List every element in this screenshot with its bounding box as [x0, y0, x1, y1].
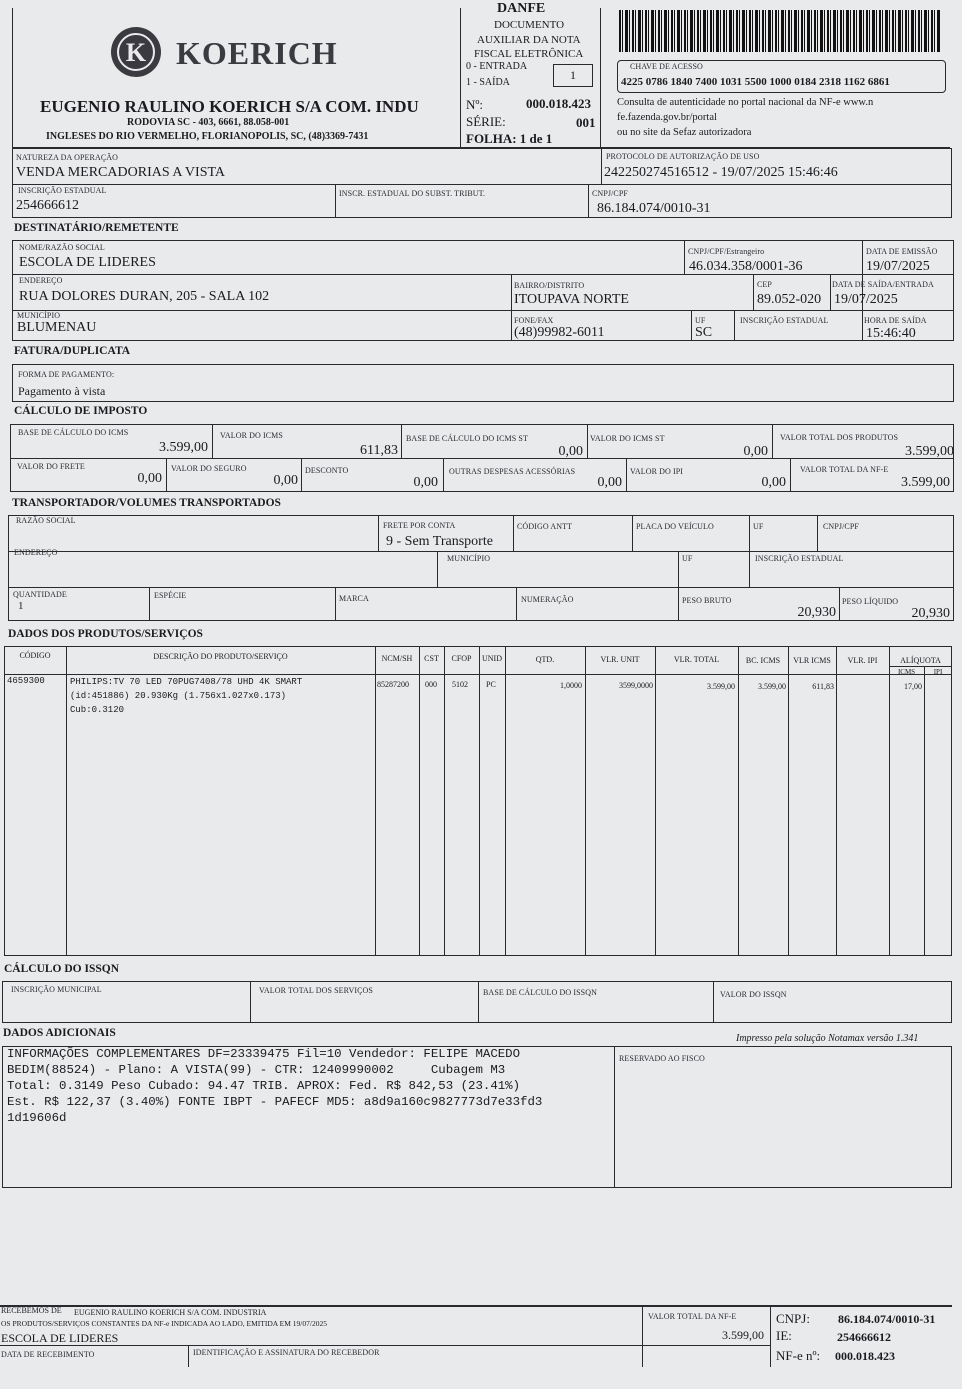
item-cfop: 5102: [452, 680, 468, 689]
divider: [738, 646, 739, 956]
col-vtotal: VLR. TOTAL: [673, 655, 720, 664]
dest-ie-label: INSCRIÇÃO ESTADUAL: [740, 316, 829, 325]
saida-label: DATA DE SAÍDA/ENTRADA: [832, 280, 934, 289]
divider: [301, 458, 302, 492]
divider: [166, 458, 167, 492]
divider: [401, 424, 402, 458]
divider: [626, 458, 627, 492]
bairro-value: ITOUPAVA NORTE: [514, 292, 629, 307]
danfe-sub-2: AUXILIAR DA NOTA: [477, 34, 581, 46]
col-aliq-icms: ICMS: [897, 668, 916, 676]
nome-value: ESCOLA DE LIDERES: [19, 255, 156, 270]
danfe-sub-1: DOCUMENTO: [494, 19, 565, 31]
item-unid: PC: [486, 680, 496, 689]
canhoto-vtotal-label: VALOR TOTAL DA NF-E: [648, 1312, 737, 1321]
cep-label: CEP: [757, 280, 772, 289]
canhoto-vtotal: 3.599,00: [722, 1328, 764, 1342]
issqn-section-title: CÁLCULO DO ISSQN: [4, 963, 120, 975]
operacao-frame: [12, 148, 952, 218]
divider: [862, 240, 863, 341]
uf-label: UF: [695, 316, 706, 325]
item-ncm: 85287200: [377, 680, 409, 689]
company-logo: [108, 26, 378, 80]
divider: [443, 458, 444, 492]
info-line-5: 1d19606d: [7, 1111, 67, 1125]
divider: [924, 666, 925, 956]
canhoto-ie: 254666612: [837, 1330, 891, 1344]
antt-label: CÓDIGO ANTT: [517, 522, 573, 531]
ie-label: INSCRIÇÃO ESTADUAL: [18, 186, 107, 195]
dest-cnpj-value: 46.034.358/0001-36: [689, 259, 803, 274]
destinatario-section-title: DESTINATÁRIO/REMETENTE: [14, 222, 179, 234]
endereco-label: ENDEREÇO: [19, 276, 63, 285]
col-cst: CST: [424, 654, 439, 663]
entrada-label: 0 - ENTRADA: [466, 61, 528, 72]
frete-conta-value: 9 - Sem Transporte: [386, 534, 493, 549]
divider: [632, 515, 633, 551]
item-bcicms: 3.599,00: [758, 682, 786, 691]
divider: [335, 587, 336, 621]
qtd-volumes-value: 1: [18, 600, 24, 612]
natureza-value: VENDA MERCADORIAS A VISTA: [16, 165, 226, 180]
divider: [12, 274, 954, 275]
ipi-value: 0,00: [761, 475, 786, 490]
divider: [335, 184, 336, 218]
hora-label: HORA DE SAÍDA: [864, 316, 927, 325]
col-vunit: VLR. UNIT: [600, 655, 640, 664]
transporte-section-title: TRANSPORTADOR/VOLUMES TRANSPORTADOS: [12, 497, 281, 509]
divider: [66, 646, 67, 956]
impresso-por: Impresso pela solução Notamax versão 1.341: [736, 1033, 919, 1044]
divider: [12, 184, 952, 185]
col-unid: UNID: [482, 654, 502, 663]
canhoto-texto: OS PRODUTOS/SERVIÇOS CONSTANTES DA NF-e INDICADA AO LADO, EMITIDA EM 19/07/2025: [1, 1319, 327, 1328]
frete-conta-label: FRETE POR CONTA: [383, 521, 456, 530]
col-vicms: VLR ICMS: [793, 656, 831, 665]
company-name: EUGENIO RAULINO KOERICH S/A COM. INDU: [40, 97, 419, 116]
seguro-label: VALOR DO SEGURO: [171, 464, 247, 473]
divider: [790, 458, 791, 492]
fone-label: FONE/FAX: [514, 316, 554, 325]
divider: [684, 240, 685, 274]
ipi-label: VALOR DO IPI: [630, 467, 684, 476]
numero: 000.018.423: [526, 96, 591, 111]
v-nf-label: VALOR TOTAL DA NF-E: [800, 465, 889, 474]
recebemos-label: RECEBEMOS DE: [1, 1306, 62, 1315]
uf-value: SC: [695, 325, 713, 340]
protocolo-label: PROTOCOLO DE AUTORIZAÇÃO DE USO: [606, 152, 760, 161]
ie-st-label: INSCR. ESTADUAL DO SUBST. TRIBUT.: [339, 189, 486, 198]
divider: [0, 1305, 952, 1307]
fone-value: (48)99982-6011: [514, 325, 605, 340]
transp-cnpj-label: CNPJ/CPF: [823, 522, 859, 531]
municipio-label: MUNICÍPIO: [17, 311, 61, 320]
bc-icms-label: BASE DE CÁLCULO DO ICMS: [18, 428, 129, 437]
col-qtd: QTD.: [535, 655, 555, 664]
dest-cnpj-label: CNPJ/CPF/Estrangeiro: [688, 247, 765, 256]
canhoto-ie-label: IE:: [776, 1328, 792, 1343]
frete-label: VALOR DO FRETE: [17, 462, 85, 471]
cnpj-value: 86.184.074/0010-31: [597, 201, 711, 216]
desconto-value: 0,00: [413, 475, 438, 490]
item-codigo: 4659300: [7, 676, 45, 686]
canhoto-destinatario: ESCOLA DE LIDERES: [1, 1331, 119, 1345]
divider: [188, 1345, 189, 1367]
divider: [505, 646, 506, 956]
divider: [836, 646, 837, 956]
divider: [817, 515, 818, 551]
divider: [149, 587, 150, 621]
divider: [713, 981, 714, 1023]
placa-label: PLACA DO VEÍCULO: [636, 522, 714, 531]
col-descricao: DESCRIÇÃO DO PRODUTO/SERVIÇO: [153, 652, 288, 661]
v-icms-value: 611,83: [360, 443, 398, 458]
barcode-image: [619, 10, 941, 52]
info-line-3: Total: 0.3149 Peso Cubado: 94.47 TRIB. APROX: Fed. R$ 842,53 (23.41%): [7, 1079, 521, 1093]
v-icms-label: VALOR DO ICMS: [220, 431, 283, 440]
protocolo-value: 242250274516512 - 19/07/2025 15:46:46: [604, 165, 838, 180]
saida-label: 1 - SAÍDA: [466, 77, 510, 88]
peso-bruto-value: 20,930: [797, 605, 836, 620]
tipo-box: 1: [553, 64, 593, 87]
v-prod-value: 3.599,00: [905, 444, 954, 459]
item-vtotal: 3.599,00: [707, 682, 735, 691]
cep-value: 89.052-020: [757, 292, 822, 307]
serie-label: SÉRIE:: [466, 114, 506, 129]
divider: [889, 666, 952, 667]
divider: [419, 646, 420, 956]
item-cst: 000: [425, 680, 437, 689]
forma-label: FORMA DE PAGAMENTO:: [18, 370, 115, 379]
cnpj-label: CNPJ/CPF: [592, 189, 628, 198]
col-cfop: CFOP: [451, 654, 472, 663]
issqn-vserv-label: VALOR TOTAL DOS SERVIÇOS: [259, 986, 373, 995]
peso-liquido-label: PESO LÍQUIDO: [842, 597, 899, 606]
divider: [460, 8, 461, 148]
bc-st-value: 0,00: [558, 444, 583, 459]
consulta-line-2: fe.fazenda.gov.br/portal: [617, 112, 717, 123]
consulta-line-1: Consulta de autenticidade no portal nacional da NF-e www.n: [617, 97, 874, 108]
divider: [511, 274, 512, 341]
municipio-value: BLUMENAU: [17, 320, 97, 335]
v-st-value: 0,00: [743, 444, 768, 459]
divider: [770, 1305, 771, 1367]
col-codigo: CÓDIGO: [19, 651, 51, 660]
endereco-value: RUA DOLORES DURAN, 205 - SALA 102: [19, 289, 270, 304]
svg-text:K: K: [125, 38, 147, 67]
adicionais-section-title: DADOS ADICIONAIS: [3, 1027, 116, 1039]
transp-uf2-label: UF: [682, 554, 693, 563]
peso-liquido-value: 20,930: [911, 606, 950, 621]
numeracao-label: NUMERAÇÃO: [521, 595, 574, 604]
transp-uf-label: UF: [753, 522, 764, 531]
divider: [585, 646, 586, 956]
issqn-frame: [2, 981, 952, 1023]
issqn-im-label: INSCRIÇÃO MUNICIPAL: [11, 985, 102, 994]
issqn-v-label: VALOR DO ISSQN: [720, 990, 787, 999]
item-descricao-2: (id:451886) 20.930Kg (1.756x1.027x0.173): [70, 691, 287, 701]
item-aliq-icms: 17,00: [904, 682, 922, 691]
emissao-label: DATA DE EMISSÃO: [866, 247, 938, 256]
divider: [772, 424, 773, 458]
identificacao-label: IDENTIFICAÇÃO E ASSINATURA DO RECEBEDOR: [193, 1348, 380, 1357]
canhoto-nf-label: NF-e nº:: [776, 1348, 821, 1363]
divider: [588, 184, 589, 218]
divider: [601, 148, 602, 184]
divider: [444, 646, 445, 956]
info-line-1: INFORMAÇÕES COMPLEMENTARES DF=23339475 Fil=10 Vendedor: FELIPE MACEDO: [7, 1047, 521, 1061]
info-line-4: Est. R$ 122,37 (3.40%) FONTE IBPT - PAFECF MD5: a8d9a160c9827773d7e33fd3: [7, 1095, 543, 1109]
natureza-label: NATUREZA DA OPERAÇÃO: [16, 153, 119, 162]
bairro-label: BAIRRO/DISTRITO: [514, 281, 585, 290]
bc-st-label: BASE DE CÁLCULO DO ICMS ST: [406, 434, 528, 443]
divider: [734, 310, 735, 341]
folha: FOLHA: 1 de 1: [466, 131, 553, 146]
v-nf-value: 3.599,00: [901, 475, 950, 490]
divider: [250, 981, 251, 1023]
danfe-title: DANFE: [497, 1, 546, 16]
danfe-sub-3: FISCAL ELETRÔNICA: [474, 48, 584, 60]
nome-label: NOME/RAZÃO SOCIAL: [19, 243, 105, 252]
col-vipi: VLR. IPI: [847, 656, 878, 665]
divider: [513, 515, 514, 551]
divider: [642, 1305, 643, 1367]
produtos-section-title: DADOS DOS PRODUTOS/SERVIÇOS: [8, 628, 203, 640]
item-vicms: 611,83: [812, 682, 834, 691]
desconto-label: DESCONTO: [305, 466, 349, 475]
divider: [830, 274, 831, 310]
svg-text:KOERICH: KOERICH: [176, 35, 338, 71]
divider: [749, 515, 750, 587]
chave-acesso[interactable]: 4225 0786 1840 7400 1031 5500 1000 0184 2318 1162 6861: [621, 76, 890, 88]
reservado-fisco-label: RESERVADO AO FISCO: [619, 1054, 705, 1063]
col-bcicms: BC. ICMS: [745, 656, 781, 665]
divider: [12, 310, 954, 311]
divider: [678, 551, 679, 621]
divider: [437, 551, 438, 587]
ie-value: 254666612: [16, 198, 79, 213]
col-ncm: NCM/SH: [381, 654, 413, 663]
especie-label: ESPÉCIE: [154, 591, 187, 600]
item-qtd: 1,0000: [560, 681, 582, 690]
divider: [691, 310, 692, 341]
divider: [479, 646, 480, 956]
canhoto-cnpj: 86.184.074/0010-31: [838, 1312, 936, 1326]
col-aliquota: ALÍQUOTA: [900, 656, 941, 665]
imposto-section-title: CÁLCULO DE IMPOSTO: [14, 405, 148, 417]
hora-value: 15:46:40: [866, 326, 916, 341]
item-vunit: 3599,0000: [619, 681, 653, 690]
frete-value: 0,00: [137, 471, 162, 486]
divider: [600, 8, 601, 148]
forma-value: Pagamento à vista: [18, 384, 106, 398]
marca-label: MARCA: [339, 594, 369, 603]
divider: [212, 424, 213, 458]
info-line-2: BEDIM(88524) - Plano: A VISTA(99) - CTR: 12409990002 Cubagem M3: [7, 1063, 506, 1077]
data-recebimento-label: DATA DE RECEBIMENTO: [1, 1350, 95, 1359]
company-address-1: RODOVIA SC - 403, 6661, 88.058-001: [127, 117, 290, 128]
divider: [655, 646, 656, 956]
consulta-line-3: ou no site da Sefaz autorizadora: [617, 127, 752, 138]
peso-bruto-label: PESO BRUTO: [682, 596, 732, 605]
v-prod-label: VALOR TOTAL DOS PRODUTOS: [780, 433, 899, 442]
transp-endereco-label: ENDEREÇO: [14, 548, 58, 557]
divider: [889, 646, 890, 956]
company-address-2: INGLESES DO RIO VERMELHO, FLORIANOPOLIS, SC, (48)3369-7431: [46, 131, 369, 142]
divider: [378, 515, 379, 551]
emissao-value: 19/07/2025: [866, 259, 930, 274]
canhoto-nf: 000.018.423: [835, 1349, 895, 1363]
divider: [753, 274, 754, 310]
transp-municipio-label: MUNICÍPIO: [447, 554, 491, 563]
item-descricao-3: Cub:0.3120: [70, 705, 125, 715]
divider: [478, 981, 479, 1023]
divider: [516, 587, 517, 621]
divider: [375, 646, 376, 956]
bc-icms-value: 3.599,00: [159, 440, 208, 455]
seguro-value: 0,00: [273, 473, 298, 488]
numero-label: Nº:: [466, 97, 484, 112]
chave-label: CHAVE DE ACESSO: [630, 62, 703, 71]
canhoto-cnpj-label: CNPJ:: [776, 1311, 810, 1326]
saida-value: 19/07/2025: [834, 292, 898, 307]
transp-ie-label: INSCRIÇÃO ESTADUAL: [755, 554, 844, 563]
issqn-bc-label: BASE DE CÁLCULO DO ISSQN: [483, 988, 597, 997]
divider: [788, 646, 789, 956]
divider: [839, 587, 840, 621]
divider: [587, 424, 588, 458]
qtd-volumes-label: QUANTIDADE: [13, 590, 67, 599]
divider: [614, 1046, 615, 1188]
divider: [4, 674, 952, 675]
v-st-label: VALOR DO ICMS ST: [590, 434, 665, 443]
transp-razao-label: RAZÃO SOCIAL: [16, 516, 76, 525]
fatura-frame: [12, 364, 954, 402]
col-aliq-ipi: IPI: [933, 668, 943, 676]
fatura-section-title: FATURA/DUPLICATA: [14, 345, 131, 357]
outras-value: 0,00: [597, 475, 622, 490]
canhoto-emitente: EUGENIO RAULINO KOERICH S/A COM. INDUSTRIA: [74, 1308, 267, 1317]
outras-label: OUTRAS DESPESAS ACESSÓRIAS: [449, 467, 576, 476]
serie: 001: [576, 115, 596, 130]
divider: [8, 551, 954, 552]
item-descricao-1: PHILIPS:TV 70 LED 70PUG7408/78 UHD 4K SMART: [70, 677, 303, 687]
